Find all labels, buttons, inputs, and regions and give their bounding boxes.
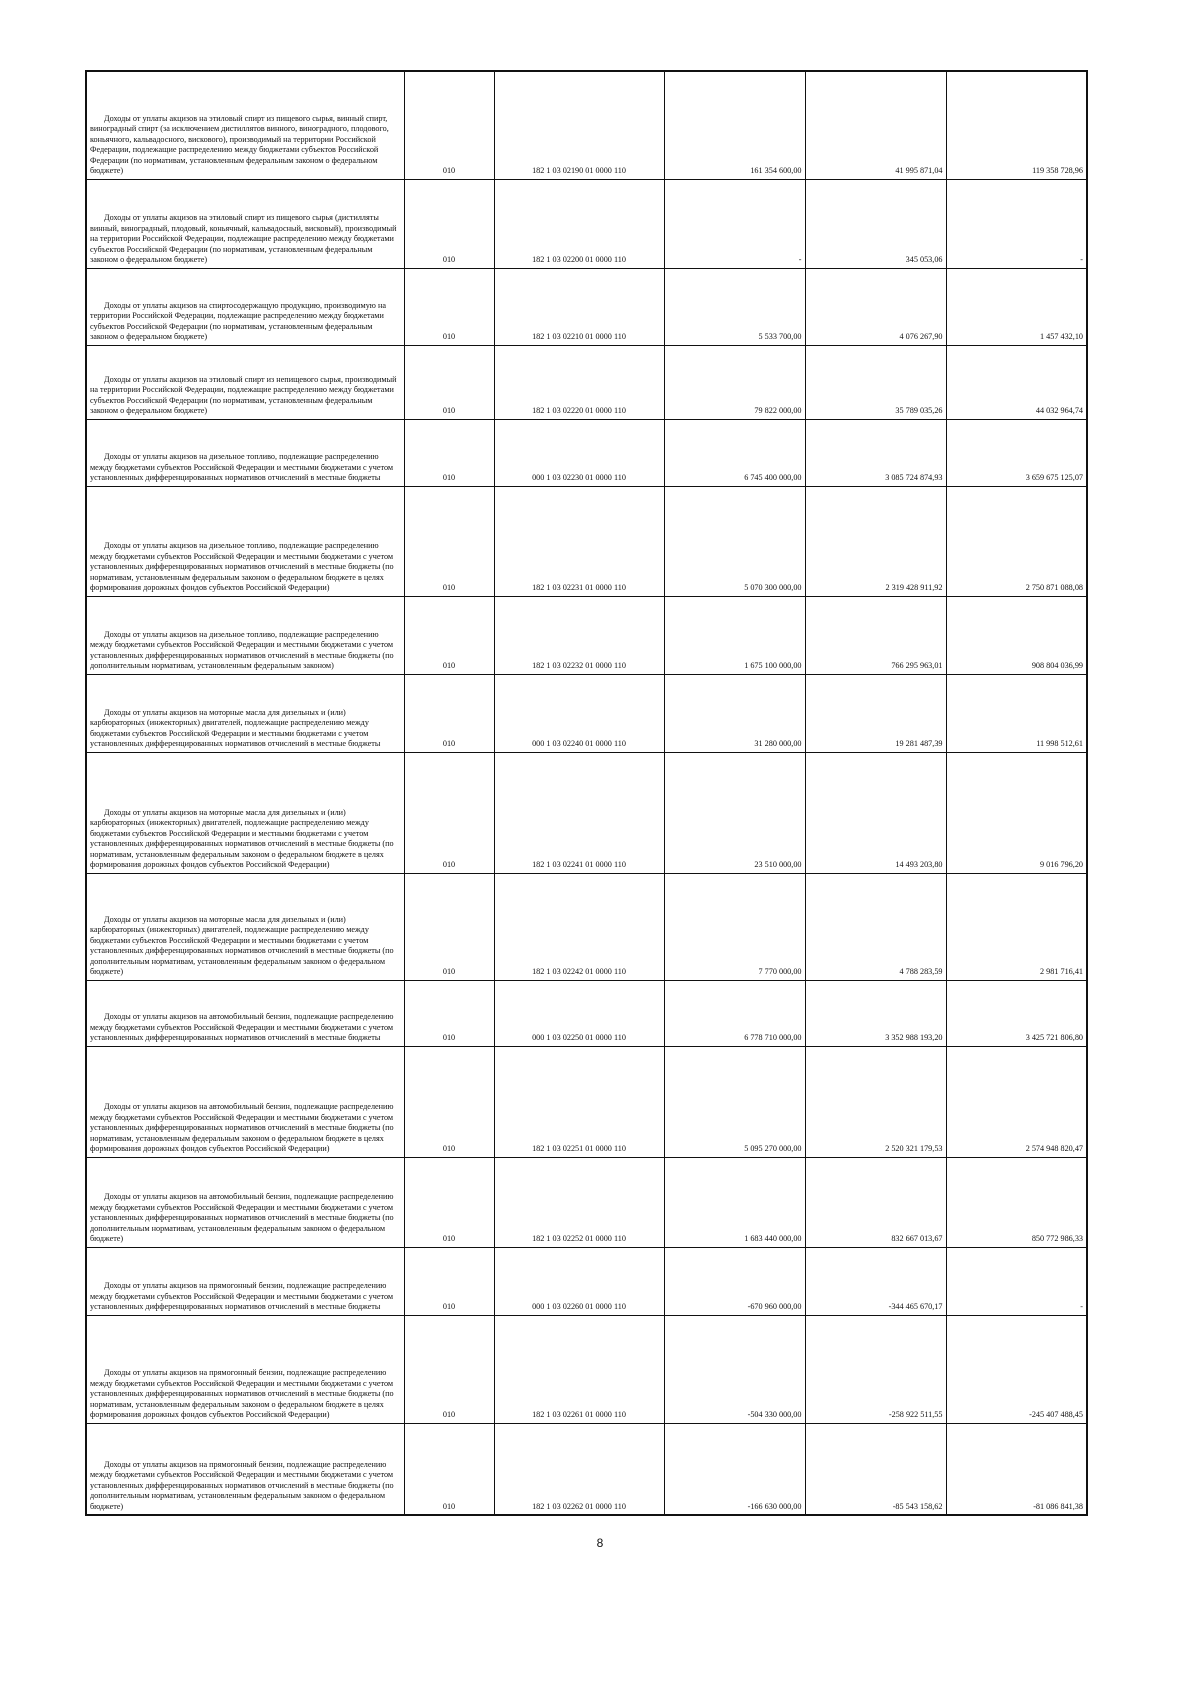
line-code-cell: 010 [404,71,494,179]
budget-classification-code-cell: 182 1 03 02210 01 0000 110 [494,268,664,345]
income-name-cell: Доходы от уплаты акцизов на автомобильный бензин, подлежащие распределению между бюджетами субъектов Российской Федерации и местными бюджетами с учетом установленных дифференцированных нормативов отчислений в местные бюджеты [86,980,404,1046]
table-row [86,419,1087,486]
income-name-cell: Доходы от уплаты акцизов на прямогонный бензин, подлежащие распределению между бюджетами субъектов Российской Федерации и местными бюджетами с учетом установленных дифференцированных нормативов отчислений в местные бюджеты (по дополнительным нормативам, установленным федеральным законом о федеральном бюджете) [86,1423,404,1515]
income-name-cell: Доходы от уплаты акцизов на этиловый спирт из непищевого сырья, производимый на территории Российской Федерации, подлежащие распределению между бюджетами субъектов Российской Федерации (по нормативам, установленным федеральным законом о федеральном бюджете) [86,345,404,419]
executed-amount-cell: 345 053,06 [805,179,946,268]
approved-amount-cell: 161 354 600,00 [664,71,805,179]
budget-classification-code-cell: 182 1 03 02251 01 0000 110 [494,1046,664,1157]
line-code-cell: 010 [404,674,494,752]
unexecuted-amount-cell: 1 457 432,10 [946,268,1087,345]
income-name-cell: Доходы от уплаты акцизов на моторные масла для дизельных и (или) карбюраторных (инжекторных) двигателей, подлежащие распределению между бюджетами субъектов Российской Федерации и местными бюджетами с учетом установленных дифференцированных нормативов отчислений в местные бюджеты (по дополнительным нормативам, установленным федеральным законом о федеральном бюджете) [86,873,404,980]
table-row [86,596,1087,674]
unexecuted-amount-cell: 2 981 716,41 [946,873,1087,980]
approved-amount-cell: -166 630 000,00 [664,1423,805,1515]
budget-classification-code-cell: 182 1 03 02261 01 0000 110 [494,1315,664,1423]
unexecuted-amount-cell: 44 032 964,74 [946,345,1087,419]
executed-amount-cell: 4 788 283,59 [805,873,946,980]
page-number: 8 [596,1536,604,1550]
executed-amount-cell: 14 493 203,80 [805,752,946,873]
table-row [86,752,1087,873]
income-name-cell: Доходы от уплаты акцизов на спиртосодержащую продукцию, производимую на территории Российской Федерации, подлежащие распределению между бюджетами субъектов Российской Федерации (по нормативам, установленным федеральным законом о федеральном бюджете) [86,268,404,345]
line-code-cell: 010 [404,268,494,345]
budget-classification-code-cell: 000 1 03 02230 01 0000 110 [494,419,664,486]
line-code-cell: 010 [404,596,494,674]
line-code-cell: 010 [404,873,494,980]
unexecuted-amount-cell: 119 358 728,96 [946,71,1087,179]
unexecuted-amount-cell: -245 407 488,45 [946,1315,1087,1423]
line-code-cell: 010 [404,179,494,268]
table-row [86,1247,1087,1315]
line-code-cell: 010 [404,752,494,873]
income-name-cell: Доходы от уплаты акцизов на моторные масла для дизельных и (или) карбюраторных (инжекторных) двигателей, подлежащие распределению между бюджетами субъектов Российской Федерации и местными бюджетами с учетом установленных дифференцированных нормативов отчислений в местные бюджеты [86,674,404,752]
executed-amount-cell: 19 281 487,39 [805,674,946,752]
unexecuted-amount-cell: 2 574 948 820,47 [946,1046,1087,1157]
approved-amount-cell: 5 533 700,00 [664,268,805,345]
budget-classification-code-cell: 182 1 03 02242 01 0000 110 [494,873,664,980]
income-name-cell: Доходы от уплаты акцизов на дизельное топливо, подлежащие распределению между бюджетами субъектов Российской Федерации и местными бюджетами с учетом установленных дифференцированных нормативов отчислений в местные бюджеты [86,419,404,486]
income-name-cell: Доходы от уплаты акцизов на этиловый спирт из пищевого сырья, винный спирт, виноградный спирт (за исключением дистиллятов винного, виноградного, плодового, коньячного, кальвадосного, вискового), производимый на территории Российской Федерации, подлежащие распределению между бюджетами субъектов Российской Федерации (по нормативам, установленным федеральным законом о федеральном бюджете) [86,71,404,179]
approved-amount-cell: 6 778 710 000,00 [664,980,805,1046]
unexecuted-amount-cell: 11 998 512,61 [946,674,1087,752]
executed-amount-cell: 3 352 988 193,20 [805,980,946,1046]
budget-classification-code-cell: 182 1 03 02200 01 0000 110 [494,179,664,268]
budget-classification-code-cell: 182 1 03 02241 01 0000 110 [494,752,664,873]
approved-amount-cell: 23 510 000,00 [664,752,805,873]
line-code-cell: 010 [404,1423,494,1515]
executed-amount-cell: -344 465 670,17 [805,1247,946,1315]
budget-classification-code-cell: 000 1 03 02240 01 0000 110 [494,674,664,752]
table-row [86,1157,1087,1247]
income-name-cell: Доходы от уплаты акцизов на автомобильный бензин, подлежащие распределению между бюджетами субъектов Российской Федерации и местными бюджетами с учетом установленных дифференцированных нормативов отчислений в местные бюджеты (по нормативам, установленным федеральным законом о федеральном бюджете в целях формирования дорожных фондов субъектов Российской Федерации) [86,1046,404,1157]
table-row [86,674,1087,752]
table-row [86,268,1087,345]
table-row [86,179,1087,268]
approved-amount-cell: 1 675 100 000,00 [664,596,805,674]
approved-amount-cell: 7 770 000,00 [664,873,805,980]
income-name-cell: Доходы от уплаты акцизов на дизельное топливо, подлежащие распределению между бюджетами субъектов Российской Федерации и местными бюджетами с учетом установленных дифференцированных нормативов отчислений в местные бюджеты (по дополнительным нормативам, установленным федеральным законом) [86,596,404,674]
line-code-cell: 010 [404,1046,494,1157]
unexecuted-amount-cell: -81 086 841,38 [946,1423,1087,1515]
income-name-cell: Доходы от уплаты акцизов на прямогонный бензин, подлежащие распределению между бюджетами субъектов Российской Федерации и местными бюджетами с учетом установленных дифференцированных нормативов отчислений в местные бюджеты [86,1247,404,1315]
report-sheet [85,70,1086,1516]
budget-classification-code-cell: 182 1 03 02252 01 0000 110 [494,1157,664,1247]
approved-amount-cell: 31 280 000,00 [664,674,805,752]
approved-amount-cell: -670 960 000,00 [664,1247,805,1315]
table-row [86,1423,1087,1515]
line-code-cell: 010 [404,1315,494,1423]
executed-amount-cell: 41 995 871,04 [805,71,946,179]
table-row [86,486,1087,596]
budget-classification-code-cell: 182 1 03 02262 01 0000 110 [494,1423,664,1515]
revenue-table [85,70,1088,1516]
line-code-cell: 010 [404,1157,494,1247]
approved-amount-cell: 5 070 300 000,00 [664,486,805,596]
executed-amount-cell: 35 789 035,26 [805,345,946,419]
executed-amount-cell: -85 543 158,62 [805,1423,946,1515]
budget-classification-code-cell: 182 1 03 02231 01 0000 110 [494,486,664,596]
table-row [86,345,1087,419]
budget-classification-code-cell: 182 1 03 02220 01 0000 110 [494,345,664,419]
income-name-cell: Доходы от уплаты акцизов на этиловый спирт из пищевого сырья (дистилляты винный, виноградный, плодовый, коньячный, кальвадосный, висковый), производимый на территории Российской Федерации, подлежащие распределению между бюджетами субъектов Российской Федерации (по нормативам, установленным федеральным законом о федеральном бюджете) [86,179,404,268]
unexecuted-amount-cell: 908 804 036,99 [946,596,1087,674]
executed-amount-cell: 766 295 963,01 [805,596,946,674]
table-row [86,980,1087,1046]
executed-amount-cell: 2 319 428 911,92 [805,486,946,596]
income-name-cell: Доходы от уплаты акцизов на дизельное топливо, подлежащие распределению между бюджетами субъектов Российской Федерации и местными бюджетами с учетом установленных дифференцированных нормативов отчислений в местные бюджеты (по нормативам, установленным федеральным законом о федеральном бюджете в целях формирования дорожных фондов субъектов Российской Федерации) [86,486,404,596]
executed-amount-cell: 4 076 267,90 [805,268,946,345]
table-row [86,1046,1087,1157]
approved-amount-cell: -504 330 000,00 [664,1315,805,1423]
budget-classification-code-cell: 182 1 03 02190 01 0000 110 [494,71,664,179]
approved-amount-cell: 79 822 000,00 [664,345,805,419]
unexecuted-amount-cell: - [946,1247,1087,1315]
income-name-cell: Доходы от уплаты акцизов на моторные масла для дизельных и (или) карбюраторных (инжекторных) двигателей, подлежащие распределению между бюджетами субъектов Российской Федерации и местными бюджетами с учетом установленных дифференцированных нормативов отчислений в местные бюджеты (по нормативам, установленным федеральным законом о федеральном бюджете в целях формирования дорожных фондов субъектов Российской Федерации) [86,752,404,873]
table-row [86,873,1087,980]
line-code-cell: 010 [404,345,494,419]
unexecuted-amount-cell: 9 016 796,20 [946,752,1087,873]
income-name-cell: Доходы от уплаты акцизов на автомобильный бензин, подлежащие распределению между бюджетами субъектов Российской Федерации и местными бюджетами с учетом установленных дифференцированных нормативов отчислений в местные бюджеты (по дополнительным нормативам, установленным федеральным законом о федеральном бюджете) [86,1157,404,1247]
income-name-cell: Доходы от уплаты акцизов на прямогонный бензин, подлежащие распределению между бюджетами субъектов Российской Федерации и местными бюджетами с учетом установленных дифференцированных нормативов отчислений в местные бюджеты (по нормативам, установленным федеральным законом о федеральном бюджете в целях формирования дорожных фондов субъектов Российской Федерации) [86,1315,404,1423]
executed-amount-cell: 3 085 724 874,93 [805,419,946,486]
executed-amount-cell: -258 922 511,55 [805,1315,946,1423]
unexecuted-amount-cell: 3 659 675 125,07 [946,419,1087,486]
table-row [86,71,1087,179]
budget-classification-code-cell: 000 1 03 02250 01 0000 110 [494,980,664,1046]
approved-amount-cell: 1 683 440 000,00 [664,1157,805,1247]
budget-classification-code-cell: 000 1 03 02260 01 0000 110 [494,1247,664,1315]
line-code-cell: 010 [404,980,494,1046]
table-row [86,1315,1087,1423]
approved-amount-cell: 6 745 400 000,00 [664,419,805,486]
unexecuted-amount-cell: - [946,179,1087,268]
unexecuted-amount-cell: 3 425 721 806,80 [946,980,1087,1046]
budget-classification-code-cell: 182 1 03 02232 01 0000 110 [494,596,664,674]
line-code-cell: 010 [404,486,494,596]
unexecuted-amount-cell: 850 772 986,33 [946,1157,1087,1247]
executed-amount-cell: 2 520 321 179,53 [805,1046,946,1157]
unexecuted-amount-cell: 2 750 871 088,08 [946,486,1087,596]
approved-amount-cell: 5 095 270 000,00 [664,1046,805,1157]
executed-amount-cell: 832 667 013,67 [805,1157,946,1247]
line-code-cell: 010 [404,1247,494,1315]
line-code-cell: 010 [404,419,494,486]
approved-amount-cell: - [664,179,805,268]
